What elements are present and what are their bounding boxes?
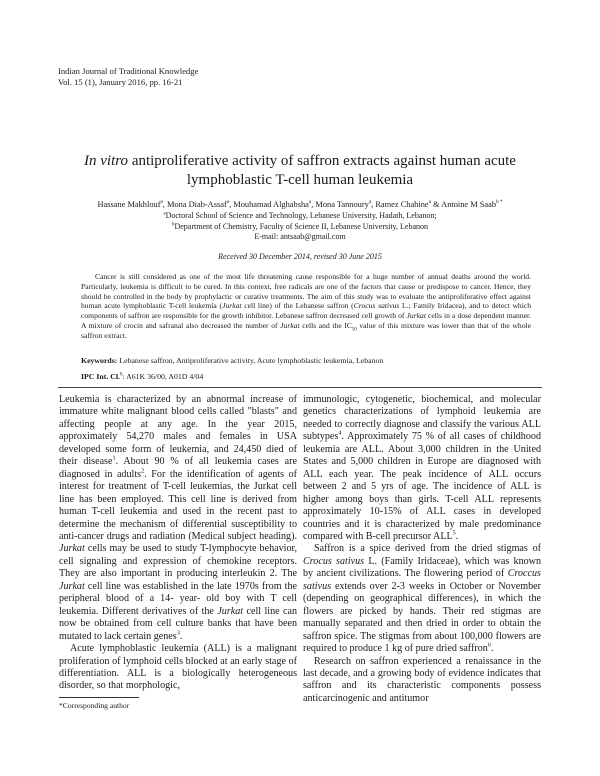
abstract-ic-sub: 50 xyxy=(351,327,357,333)
right-p1-sup1: 4 xyxy=(338,430,342,437)
author-email: E-mail: antsaab@gmail.com xyxy=(254,232,346,241)
received-dates: Received 30 December 2014, revised 30 June 2015 xyxy=(218,252,382,261)
left-paragraph-2: Acute lymphoblastic leukemia (ALL) is a malignant proliferation of lymphoid cells blocked at an early stage of differentiation. ALL is a biologically heterogeneous disorder, so that morphologic, xyxy=(59,643,297,692)
author-2-sup: a xyxy=(226,199,230,206)
author-4-sup: a xyxy=(368,199,372,206)
title-italic: In vitro xyxy=(84,153,129,169)
author-2: , Mona Diab-Assaf xyxy=(162,200,227,209)
abstract-text-1: Cancer is still considered as one of the most life threatening cause responsible for a huge number of annual deaths around the world. Particularly, leukemia is difficult to be cured. In this context, free radicals are one of the factors that cause or predispose to cancer. Hence, they should be controlled in the body by prophylactic or curative treatments. The aim of this study was to evaluate the antiproliferative effect against human acute lymphoblastic T-cell leukemia ( xyxy=(81,272,531,311)
right-p2-d: . xyxy=(490,643,494,655)
right-p2-b: L. (Family Iridaceae), which was known by ancient civilizations. The flowering period of xyxy=(303,555,541,580)
left-p1-a: Leukemia is characterized by an abnormal increase of immature white malignant blood cells called "blasts" and affecting people at any age. In the year 2015, approximately 54,270 males and females in USA developed some form of leukemia, and 24,450 died of their disease xyxy=(59,394,297,468)
left-column xyxy=(59,394,297,693)
footnote: *Corresponding author xyxy=(59,701,130,710)
author-1-sup: a xyxy=(160,199,163,206)
left-p1-jurkat1: Jurkat xyxy=(59,543,85,555)
right-p2-crocus1: Crocus sativus xyxy=(303,555,365,567)
right-p1-a: immunologic, cytogenetic, biochemical, and molecular genetics characterizations of lymphoid leukemia are needed to correctly diagnose and classify the various ALL subtypes xyxy=(303,394,541,443)
author-list xyxy=(40,199,560,210)
right-p1-c: . xyxy=(455,530,459,542)
left-p1-b: . About 90 % of all leukemia cases are diagnosed in adults xyxy=(59,456,297,480)
affiliation-b-sup: b xyxy=(171,221,175,227)
left-p1-sup2: 2 xyxy=(141,467,145,475)
keywords-label: Keywords: xyxy=(81,356,118,365)
author-1: Hassane Makhlouf xyxy=(97,200,161,209)
keywords-text: Lebanese saffron, Antiproliferative activity, Acute lymphoblastic leukemia, Lebanon xyxy=(117,356,384,365)
author-6-sup: b * xyxy=(496,199,503,206)
right-p2-a: Saffron is a spice derived from the dried stigmas of xyxy=(314,543,541,555)
abstract-crocus: Crocus sativus xyxy=(353,301,400,311)
affiliation-a-text: Doctoral School of Science and Technology, Lebanese University, Hadath, Lebanon; xyxy=(165,211,437,220)
abstract-jurkat-2: Jurkat xyxy=(406,311,426,321)
abstract-jurkat-3: Jurkat xyxy=(280,320,300,330)
keywords xyxy=(81,356,531,365)
right-p2-sup: 6 xyxy=(487,641,491,649)
author-5-sup: a xyxy=(428,199,431,206)
abstract-jurkat-1: Jurkat xyxy=(222,301,242,311)
left-p1-sup3: 3 xyxy=(176,629,180,637)
author-4: , Mona Tannoury xyxy=(311,200,369,209)
ipc-sup: 8 xyxy=(120,372,123,378)
right-paragraph-1 xyxy=(303,394,541,543)
affiliation-b-text: Department of Chemistry, Faculty of Science II, Lebanese University, Lebanon xyxy=(174,221,429,231)
left-p1-jurkat3: Jurkat xyxy=(217,605,244,617)
left-p1-e: cell line was established in the late 1970s from the peripheral blood of a 14- year- old boy with T cell leukemia. Different derivatives of the xyxy=(59,580,297,617)
right-p2-c: extends over 2-3 weeks in October or November (depending on geographical differences), in which the flowers are picked by hands. Their red stigmas are manually separated and then dried in order to obtain the saffron spice. The stigmas from about 100,000 flowers are required to produce 1 kg of pure dried saffron xyxy=(303,580,541,655)
title-line1: antiproliferative activity of saffron extracts against human acute xyxy=(128,153,516,169)
author-3-sup: a xyxy=(308,199,312,206)
abstract-text-6: value of this mixture was lower than that of the whole saffron extract. xyxy=(81,320,531,340)
article-title xyxy=(60,152,540,190)
affiliation-a-sup: a xyxy=(163,211,166,217)
right-paragraph-3: Research on saffron experienced a renaissance in the last decade, and a growing body of evidence indicates that saffron and its characteristic components possess anticarcinogenic and antitumor xyxy=(303,655,541,704)
author-3: , Mouhamad Alghabsha xyxy=(229,200,309,209)
left-p1-d: cells may be used to study T-lymphocyte behavior, cell signaling and expression of chemokine receptors. They are also important in producing interleukin 2. The xyxy=(59,543,297,580)
journal-header xyxy=(58,66,198,88)
right-p2-crocus2: Croccus sativus xyxy=(303,568,541,592)
left-p1-f: cell line can now be obtained from cell culture banks that have been mutated to lack certain genes xyxy=(59,605,297,642)
affiliation-b xyxy=(40,222,560,233)
left-paragraph-1 xyxy=(59,394,297,643)
journal-name: Indian Journal of Traditional Knowledge xyxy=(58,66,199,76)
abstract-text-4: cells in a dose dependent manner. A mixture of crocin and safranal also decreased the number of xyxy=(81,311,531,330)
ipc-text: : A61K 36/00, A01D 4/04 xyxy=(122,372,204,381)
right-p1-b: . Approximately 75 % of all cases of childhood leukemia are ALL. About 3,000 children in the United States and 5,000 children in Europe are diagnosed with ALL each year. The peak incidence of ALL occurs between 2 and 5 yrs of age. The incidence of ALL is higher among boys than girls. T-cell ALL represents approximately 10-15% of ALL cases in developed countries and it is characterized by male predominance compared with B-cell precursor ALL xyxy=(303,431,541,542)
abstract-text-2: cell line) of the Lebanese saffron ( xyxy=(241,301,354,311)
author-6: & Antoine M Saab xyxy=(430,200,497,209)
abstract-text-5: cells and the IC xyxy=(299,320,352,330)
right-paragraph-2 xyxy=(303,543,541,655)
affiliation-a xyxy=(40,211,560,222)
ipc-classification xyxy=(81,372,531,381)
abstract-text-3: L.; Family Iridacea), and to detect which components of saffron are responsible for the growth inhibitor. Lebanese saffron decreased cell growth of xyxy=(81,301,531,321)
affiliations xyxy=(40,211,560,243)
ipc-label: IPC Int. Cl. xyxy=(81,372,120,381)
author-5: , Ramez Chahine xyxy=(371,200,429,209)
journal-issue: Vol. 15 (1), January 2016, pp. 16-21 xyxy=(58,77,183,87)
abstract xyxy=(81,272,531,341)
left-p1-g: . xyxy=(179,630,183,642)
left-p1-sup1: 1 xyxy=(112,454,116,462)
left-p1-c: . For the identification of agents of interest for treatment of T-cell leukemias, the Jurkat cell line has been employed. This cell line is derived from human T-cell leukemia and used in the recent past to determine the mechanism of differential susceptibility to anti-cancer drugs and radiation (Medical subject heading). xyxy=(59,468,297,542)
header-divider xyxy=(58,387,542,388)
left-p1-jurkat2: Jurkat xyxy=(59,580,85,592)
title-line2: lymphoblastic T-cell human leukemia xyxy=(186,172,414,188)
right-p1-sup2: 5 xyxy=(452,529,456,537)
footnote-divider xyxy=(59,697,139,698)
right-column xyxy=(303,394,541,705)
